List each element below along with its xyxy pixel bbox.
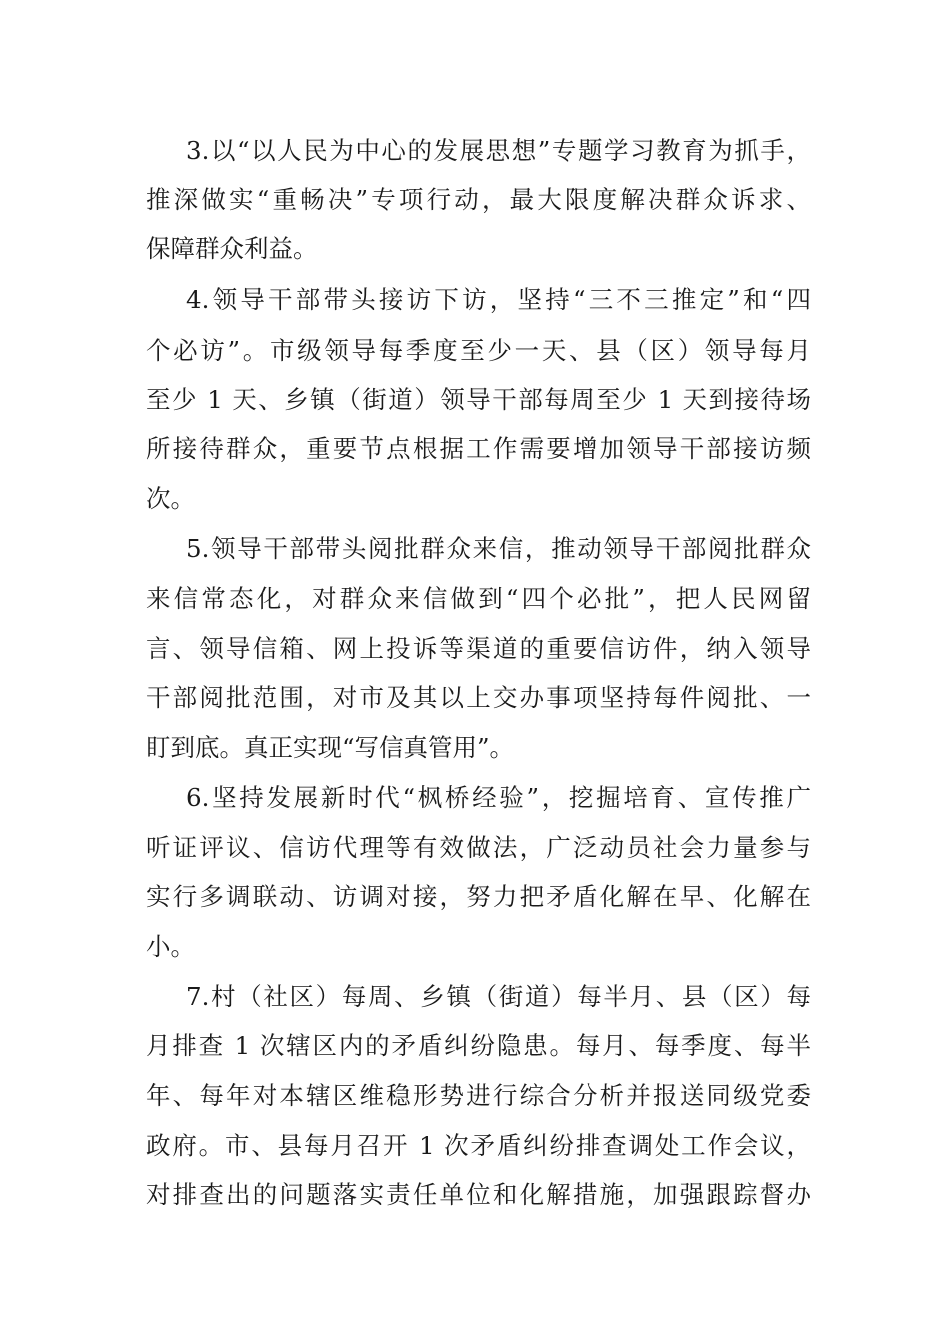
paragraph-3-line-1: 3.以“以人民为中心的发展思想”专题学习教育为抓手，	[186, 136, 811, 165]
paragraph-3-line-2: 推深做实“重畅决”专项行动，最大限度解决群众诉求、	[146, 185, 811, 214]
paragraph-7-line-3: 年、每年对本辖区维稳形势进行综合分析并报送同级党委	[146, 1081, 811, 1110]
paragraph-7-line-1: 7.村（社区）每周、乡镇（街道）每半月、县（区）每	[186, 982, 811, 1011]
paragraph-3-line-3: 保障群众利益。	[146, 234, 318, 263]
paragraph-4-line-5: 次。	[146, 484, 195, 513]
paragraph-6-line-3: 实行多调联动、访调对接，努力把矛盾化解在早、化解在	[146, 882, 811, 911]
paragraph-7-line-2: 月排查 1 次辖区内的矛盾纠纷隐患。每月、每季度、每半	[146, 1031, 811, 1060]
paragraph-5-line-5: 盯到底。真正实现“写信真管用”。	[146, 733, 515, 762]
paragraph-7-line-5: 对排查出的问题落实责任单位和化解措施，加强跟踪督办	[146, 1180, 811, 1209]
paragraph-6-line-2: 听证评议、信访代理等有效做法，广泛动员社会力量参与	[146, 833, 811, 862]
paragraph-6-line-4: 小。	[146, 932, 195, 961]
paragraph-4-line-3: 至少 1 天、乡镇（街道）领导干部每周至少 1 天到接待场	[146, 385, 811, 414]
paragraph-4-line-2: 个必访”。市级领导每季度至少一天、县（区）领导每月	[146, 336, 811, 365]
paragraph-6-line-1: 6.坚持发展新时代“枫桥经验”，挖掘培育、宣传推广	[186, 783, 811, 812]
paragraph-5-line-1: 5.领导干部带头阅批群众来信，推动领导干部阅批群众	[186, 534, 811, 563]
paragraph-5-line-4: 干部阅批范围，对市及其以上交办事项坚持每件阅批、一	[146, 683, 811, 712]
paragraph-4-line-1: 4.领导干部带头接访下访，坚持“三不三推定”和“四	[186, 285, 811, 314]
paragraph-5-line-2: 来信常态化，对群众来信做到“四个必批”，把人民网留	[146, 584, 811, 613]
paragraph-7-line-4: 政府。市、县每月召开 1 次矛盾纠纷排查调处工作会议，	[146, 1131, 811, 1160]
paragraph-4-line-4: 所接待群众，重要节点根据工作需要增加领导干部接访频	[146, 434, 811, 463]
paragraph-5-line-3: 言、领导信箱、网上投诉等渠道的重要信访件，纳入领导	[146, 634, 811, 663]
